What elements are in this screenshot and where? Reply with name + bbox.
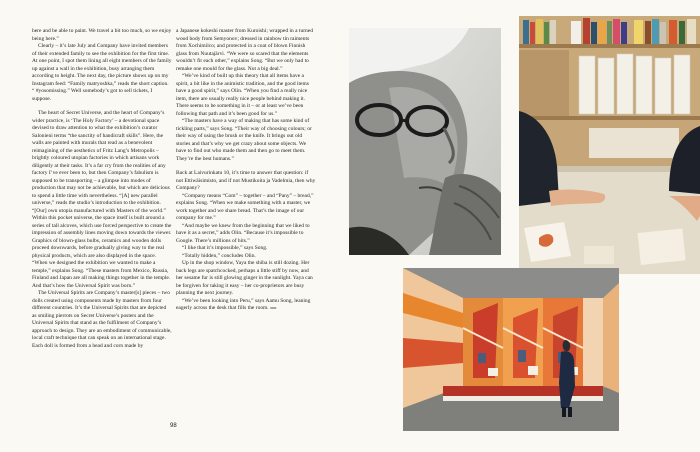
paragraph: Back at Laivurinkatu 10, it’s time to answer that question: if not Ettiwäisimisto, and if not Mustikoita ja Vadelmia, then why Company?: [176, 170, 316, 191]
paragraph: “Totally hidden,” concludes Olin.: [182, 252, 256, 259]
paragraph: “And maybe we knew from the beginning that we liked to have it as a secret,” adds Olin. “Because it’s impossible to Google. There’s millions of hits.”: [176, 222, 310, 244]
shelves-photo: [519, 16, 700, 274]
paragraph-text: “We’ve been looking into Peru,” says Aamu Song, leaning eagerly across the desk that fills the room.: [176, 297, 311, 311]
left-text-column: [32, 28, 172, 350]
page-number: 98: [170, 423, 177, 429]
paragraph: here and be able to paint. We travel a bit too much, so we enjoy being here.”: [32, 28, 172, 42]
paragraph: a Japanese kokeshi master from Kuroishi; wrapped in a turned wood body from Semyonov; dressed in rainbow tin raiments from Xochimilco; and protected in a coat of blown Finnish glass from Nuutajärvi. “We were so scared that the elements wouldn’t fit each other,” explains Song. “But we only had to remake one mould for the glass. Not a big deal.”: [176, 28, 313, 72]
continue-mark: »»»: [270, 306, 277, 311]
paragraph: The heart of Secret Universe, and the heart of Company’s wider practice, is ‘The Holy Factory’ – a devotional space devised to draw attention to what the exhibition’s curator Salonieni terms “the sanctity of handicraft skills”. Here, the walls are painted with murals that read as a benevolent reimagining of the aesthetics of Fritz Lang’s Metropolis – brightly coloured utopian factories in which artisans work diligently at their tasks. It’s a far cry from the realities of any factory I’ve ever been to, but then Company’s fabulism is supposed to be transporting – a glimpse into modes of production that may not be achievable, but which are delicious to spend a little time with nevertheless. “[A] new parallel universe,” reads the studio’s introduction to the exhibition. “[Our] own utopia manufactured with Masters of the world.” Within this pocket universe, the space itself is built around a series of tall alcoves, which use forced perspective to create the impression of assembly lines moving down towards the viewer. Graphics of blown-glass bulbs, ceramics and wooden dolls proceed downwards, before gradually giving way to the real physical products, which are also displayed in the space. “When we designed the exhibition we wanted to make a temple,” explains Song. “These masters from Mexico, Russia, Finland and Japan are all making things together in the temple. And that’s how the Universal Spirit was born.”: [32, 110, 172, 289]
paragraph: “I like that it’s impossible,” says Song.: [182, 245, 268, 251]
paragraph: Clearly – it’s late July and Company have invited members of their extended family to see the exhibition for the first time. At one point, I spot them lining all eight members of the family up against a wall in the exhibition, busy arranging them according to height. The next day, the picture shows up on my Instagram feed: “Family matryoshka,” reads the short caption. “ #yosomissing.” Well somebody’s got to sell tickets, I suppose.: [32, 43, 172, 102]
gallery-photo: [403, 268, 619, 431]
right-text-column: [176, 28, 316, 313]
paragraph: “We’ve kind of built up this theory that all items have a spirit, a bit like in the animistic tradition, and the good items have a good spirit,” says Olin. “When you find a really nice item, there are usually really nice people behind making it. There seems to be something in it – or at least we’ve been following that path and it’s been good for us.”: [176, 73, 309, 117]
paragraph: [176, 298, 316, 313]
paragraph: The Universal Spirits are Company’s master[s] pieces – two dolls created using components made by masters from four different countries. It’s the Universal Spirits that are depicted as smiling pierrots on Secret Universe’s posters and the Universal Spirits that stand as the fulfilment of Company’s approach to design. They are an embodiment of communicable, local craft technique that can speak on an international stage. Each doll is formed from a head and corn made by: [32, 290, 172, 349]
paragraph: Up in the shop window, Yaya the shiba is still dozing. Her back legs are spatchcocked, perhaps a little stiff by now, and her sesame fur is still glowing ginger in the sunlight. Yaya can be forgiven for taking it easy – her co-proprietors are busy planning the next journey.: [176, 260, 313, 296]
paragraph: “Company means “Com” – together – and “Pany” – bread,” explains Song. “When we make something with a master, we work together and we share bread. That’s the image of our company for me.”: [176, 192, 314, 221]
paragraph: “The masters have a way of making that has some kind of tickling parts,” says Song. “Their way of choosing colours; or their way of using the brush or the knife. It brings out old stories and that’s why we get crazy about some objects. We have to find out who made them and then go to meet them. They’re the best humans.”: [176, 118, 312, 162]
portrait-photo: [349, 28, 501, 255]
